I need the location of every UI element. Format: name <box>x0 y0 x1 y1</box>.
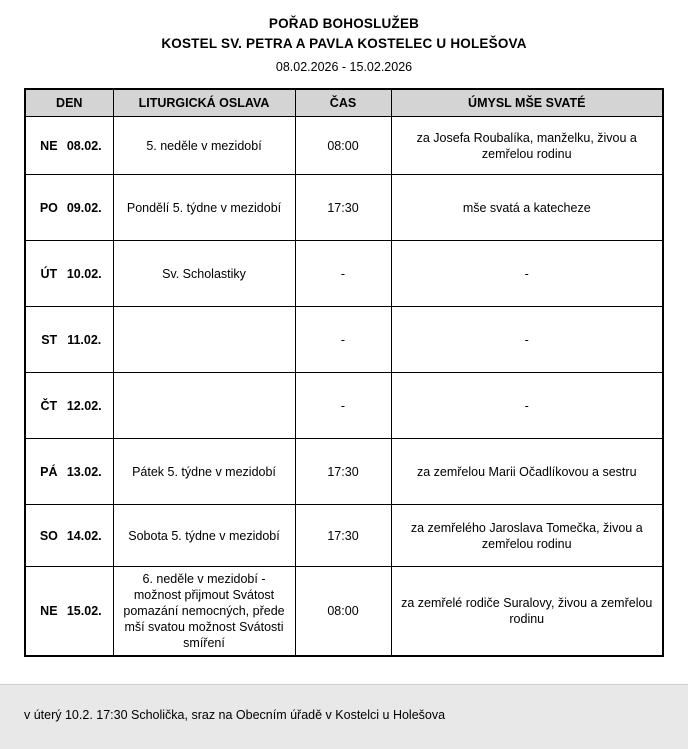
cell-time: 08:00 <box>295 567 391 657</box>
cell-time: 08:00 <box>295 117 391 175</box>
cell-liturgy: Pátek 5. týdne v mezidobí <box>113 439 295 505</box>
cell-date: 13.02. <box>66 464 102 479</box>
column-header-time: ČAS <box>295 89 391 117</box>
cell-intention: - <box>391 307 663 373</box>
cell-liturgy: 6. neděle v mezidobí - možnost přijmout Svátost pomazání nemocných, přede mší svatou možnost Svátosti smíření <box>113 567 295 657</box>
cell-day-of-week: SO <box>39 528 58 543</box>
cell-intention: za zemřelého Jaroslava Tomečka, živou a zemřelou rodinu <box>391 505 663 567</box>
cell-time: 17:30 <box>295 505 391 567</box>
table-row <box>25 439 663 505</box>
cell-liturgy: Sobota 5. týdne v mezidobí <box>113 505 295 567</box>
schedule-table-wrap <box>24 88 664 657</box>
cell-time: - <box>295 373 391 439</box>
cell-liturgy <box>113 373 295 439</box>
cell-intention: - <box>391 241 663 307</box>
cell-day-of-week: ČT <box>40 398 58 413</box>
cell-time: 17:30 <box>295 439 391 505</box>
cell-date: 15.02. <box>66 604 102 618</box>
footer-note: v úterý 10.2. 17:30 Scholička, sraz na Obecním úřadě v Kostelci u Holešova <box>24 708 446 722</box>
table-row <box>25 567 663 657</box>
cell-intention: mše svatá a katecheze <box>391 175 663 241</box>
cell-day-of-week: PÁ <box>40 464 58 479</box>
document-header <box>0 0 688 78</box>
cell-day <box>25 439 113 505</box>
cell-day <box>25 373 113 439</box>
table-row <box>25 373 663 439</box>
table-header-row <box>25 89 663 117</box>
cell-day-of-week: NE <box>40 604 58 618</box>
table-row <box>25 117 663 175</box>
cell-day <box>25 117 113 175</box>
column-header-day: DEN <box>25 89 113 117</box>
column-header-liturgy: LITURGICKÁ OSLAVA <box>113 89 295 117</box>
schedule-table <box>24 88 664 657</box>
footer-band <box>0 684 688 749</box>
cell-intention: za zemřelou Marii Očadlíkovou a sestru <box>391 439 663 505</box>
cell-date: 12.02. <box>66 398 102 413</box>
table-row <box>25 505 663 567</box>
cell-day <box>25 241 113 307</box>
cell-time: - <box>295 307 391 373</box>
cell-day-of-week: ST <box>41 332 58 347</box>
cell-day <box>25 567 113 657</box>
cell-date: 09.02. <box>66 200 102 215</box>
cell-liturgy: Sv. Scholastiky <box>113 241 295 307</box>
cell-day-of-week: PO <box>39 200 58 215</box>
cell-liturgy <box>113 307 295 373</box>
table-row <box>25 175 663 241</box>
cell-date: 14.02. <box>66 528 102 543</box>
cell-date: 11.02. <box>67 332 102 347</box>
cell-liturgy: 5. neděle v mezidobí <box>113 117 295 175</box>
cell-time: 17:30 <box>295 175 391 241</box>
cell-day-of-week: ÚT <box>40 266 58 281</box>
cell-date: 10.02. <box>66 266 102 281</box>
cell-day <box>25 175 113 241</box>
page-subtitle: KOSTEL SV. PETRA A PAVLA KOSTELEC U HOLEŠOVA <box>161 36 527 51</box>
cell-day <box>25 307 113 373</box>
cell-day-of-week: NE <box>40 138 58 153</box>
cell-time: - <box>295 241 391 307</box>
page-title: POŘAD BOHOSLUŽEB <box>268 16 420 31</box>
date-range: 08.02.2026 - 15.02.2026 <box>275 60 413 74</box>
cell-liturgy: Pondělí 5. týdne v mezidobí <box>113 175 295 241</box>
column-header-intention: ÚMYSL MŠE SVATÉ <box>391 89 663 117</box>
cell-day <box>25 505 113 567</box>
cell-date: 08.02. <box>66 138 102 153</box>
cell-intention: - <box>391 373 663 439</box>
cell-intention: za zemřelé rodiče Suralovy, živou a zemřelou rodinu <box>391 567 663 657</box>
table-row <box>25 241 663 307</box>
cell-intention: za Josefa Roubalíka, manželku, živou a zemřelou rodinu <box>391 117 663 175</box>
table-row <box>25 307 663 373</box>
